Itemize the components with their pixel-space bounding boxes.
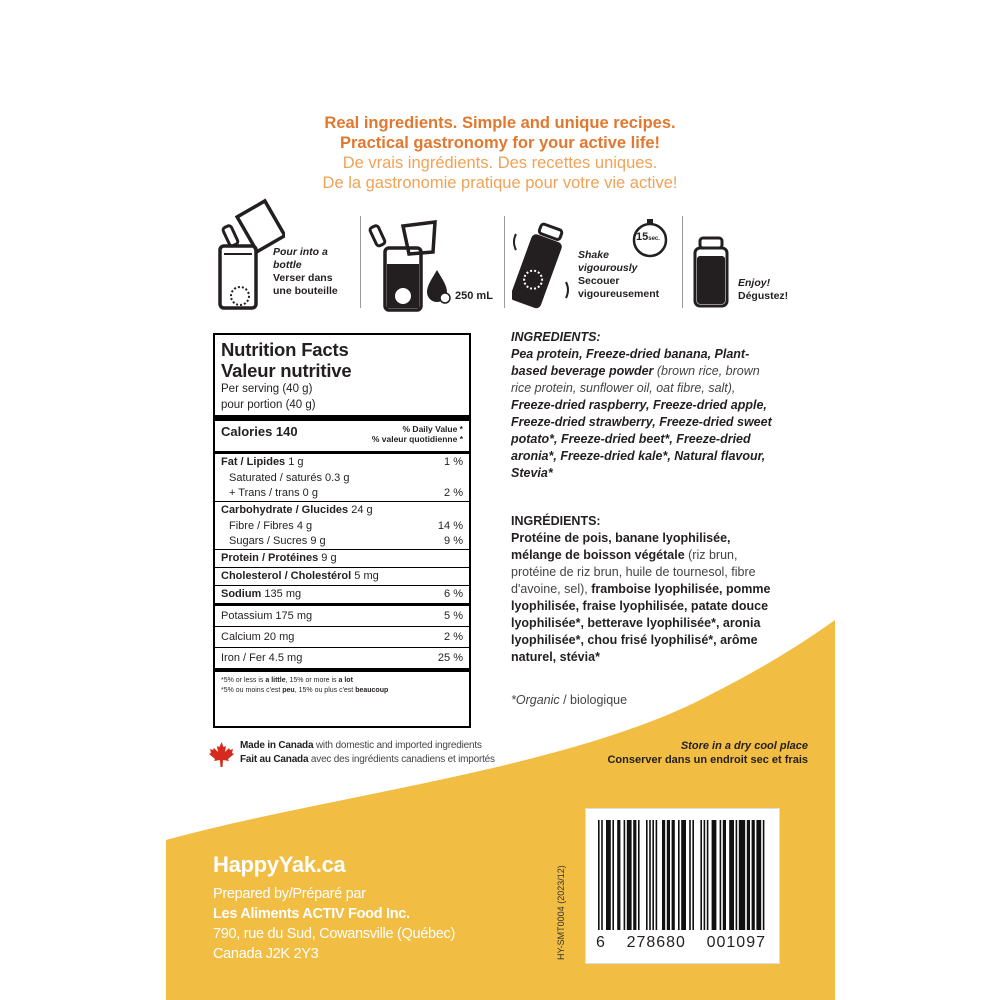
address-prepared: Prepared by/Préparé par	[213, 886, 366, 902]
nf-row-fibre	[221, 519, 463, 534]
barcode-digit-lead: 6	[596, 934, 606, 951]
tagline-en-2: Practical gastronomy for your active life!	[339, 134, 661, 152]
ingredients-fr-heading: INGRÉDIENTS:	[511, 514, 601, 528]
nutrition-facts-table	[213, 333, 471, 728]
step-enjoy-en: Enjoy!	[738, 277, 771, 289]
barcode-bar	[627, 820, 632, 930]
barcode-bar	[700, 820, 702, 930]
nf-row-iron	[221, 648, 463, 668]
nf-row-fat	[221, 454, 463, 471]
nf-title-en: Nutrition Facts	[221, 339, 349, 360]
barcode-bars	[596, 820, 766, 932]
step-shake-text	[578, 249, 658, 301]
nf-row-sodium	[221, 586, 463, 603]
timer-seconds: 15	[636, 231, 649, 243]
step-shake-fr: Secouer vigoureusement	[578, 275, 660, 300]
ingredients-fr	[511, 513, 776, 666]
nf-row-carb	[221, 502, 463, 519]
nf-fat-label: Fat / Lipides	[221, 456, 286, 468]
ingredients-en-part-2: (brown rice, brown rice protein, sunflower oil, oat fibre, salt),	[511, 364, 760, 395]
barcode-bar	[736, 820, 738, 930]
maple-leaf-icon	[208, 741, 235, 768]
nf-footnote-en	[221, 676, 463, 686]
tagline-en-1: Real ingredients. Simple and unique recipes.	[324, 114, 676, 132]
nf-footnote-fr	[221, 686, 463, 696]
nf-row-protein	[221, 550, 463, 567]
nf-row-sugars	[221, 534, 463, 549]
tagline	[0, 113, 1000, 193]
address-company: Les Aliments ACTIV Food Inc.	[213, 906, 410, 922]
barcode-bar	[633, 820, 636, 930]
barcode-bar	[652, 820, 654, 930]
nf-fat-dv: 1 %	[444, 456, 463, 468]
barcode-bar	[612, 820, 614, 930]
barcode-bar	[598, 820, 600, 930]
barcode-bar	[646, 820, 648, 930]
nf-fat-amount: 1 g	[288, 456, 304, 468]
full-bottle-icon	[692, 236, 732, 308]
barcode-bar	[667, 820, 670, 930]
nf-trans-label: + Trans / trans 0 g	[229, 487, 318, 499]
nf-fibre-dv: 14 %	[437, 520, 463, 532]
nf-carb-amount: 24 g	[351, 504, 373, 516]
nf-calcium-dv: 2 %	[444, 631, 463, 643]
nf-row-trans	[221, 486, 463, 501]
organic-en: *Organic	[511, 693, 560, 707]
nf-title-fr: Valeur nutritive	[221, 360, 352, 381]
storage-instructions	[607, 739, 808, 767]
barcode-bar	[638, 820, 640, 930]
water-amount: 250 mL	[455, 290, 493, 302]
nf-foot-fr-2: peu	[282, 687, 295, 694]
nf-serving-fr: pour portion (40 g)	[221, 399, 316, 411]
step-divider-1	[360, 216, 361, 308]
nf-iron-label: Iron / Fer 4.5 mg	[221, 652, 303, 664]
barcode-bar	[712, 820, 717, 930]
nf-sodium-label: Sodium	[221, 588, 262, 600]
step-shake-en: Shake vigourously	[578, 249, 638, 274]
nf-protein-label: Protein / Protéines	[221, 552, 319, 564]
storage-en: Store in a dry cool place	[680, 740, 808, 752]
step-pour-fr: Verser dans une bouteille	[273, 272, 338, 297]
barcode-bar	[723, 820, 726, 930]
sku-code: HY-SMT0004 (2023/12)	[556, 865, 566, 960]
step-enjoy-text	[738, 277, 788, 303]
website-link[interactable]: HappyYak.ca	[213, 852, 346, 877]
nf-foot-en-3: , 15% or more is	[285, 677, 339, 684]
nf-protein-amount: 9 g	[321, 552, 337, 564]
nf-dv-en: % Daily Value *	[402, 424, 463, 434]
nf-foot-en-2: a little	[265, 677, 286, 684]
step-enjoy-fr: Dégustez!	[738, 290, 789, 302]
made-fr-light: avec des ingrédients canadiens et importés	[308, 754, 495, 765]
ingredients-fr-part-3: framboise lyophilisée, pomme lyophilisée, fraise lyophilisée, patate douce lyophilisée*, betterave lyophilisée*, aronia lyophilisée*, chou frisé lyophilisé*, arôme naturel, stévia*	[511, 582, 771, 664]
tagline-fr-1: De vrais ingrédients. Des recettes uniques.	[342, 154, 658, 172]
nf-footnote	[221, 672, 463, 696]
barcode-bar	[681, 820, 686, 930]
nf-row-potassium	[221, 606, 463, 626]
barcode-bar	[617, 820, 620, 930]
barcode-bar	[729, 820, 734, 930]
shake-bottle-icon	[512, 222, 572, 312]
barcode-bar	[601, 820, 603, 930]
nf-sodium-dv: 6 %	[444, 588, 463, 600]
step-pour-en: Pour into a bottle	[273, 246, 328, 271]
barcode-number	[596, 934, 766, 952]
nf-dv-header	[372, 424, 463, 444]
barcode-bar	[707, 820, 709, 930]
barcode-bar	[720, 820, 722, 930]
nf-sodium-amount: 135 mg	[264, 588, 302, 600]
nf-calories: Calories 140	[221, 424, 298, 439]
ingredients-fr-part-1: Protéine de pois, banane lyophilisée, mélange de boisson végétale	[511, 531, 731, 562]
barcode-bar	[606, 820, 611, 930]
nf-calories-row	[221, 421, 463, 451]
ingredients-en-heading: INGREDIENTS:	[511, 330, 601, 344]
barcode-bar	[672, 820, 675, 930]
ingredients-fr-part-2: (riz brun, protéine de riz brun, huile de tournesol, fibre d'avoine, sel),	[511, 548, 756, 596]
barcode-bar	[752, 820, 755, 930]
nf-dv-fr: % valeur quotidienne *	[371, 434, 463, 444]
nf-sat-label: Saturated / saturés 0.3 g	[229, 472, 350, 484]
nf-foot-fr-3: , 15% ou plus c'est	[294, 687, 356, 694]
step-divider-3	[682, 216, 683, 308]
organic-fr: / biologique	[559, 693, 628, 707]
nf-sugars-label: Sugars / Sucres 9 g	[229, 535, 326, 547]
address-country: Canada J2K 2Y3	[213, 946, 319, 962]
barcode-bar	[747, 820, 750, 930]
made-en-light: with domestic and imported ingredients	[313, 740, 482, 751]
barcode-bar	[704, 820, 706, 930]
nf-foot-en-1: *5% or less is	[221, 677, 266, 684]
nf-row-calcium	[221, 627, 463, 647]
ingredients-en-part-3: Freeze-dried raspberry, Freeze-dried apple, Freeze-dried strawberry, Freeze-dried sweet potato*, Freeze-dried beet*, Freeze-dried aronia*, Freeze-dried kale*, Natural flavour, Stevia*	[511, 398, 772, 480]
barcode-digits-right: 001097	[706, 934, 766, 951]
barcode-bar	[763, 820, 765, 930]
organic-note	[511, 693, 627, 707]
step-divider-2	[504, 216, 505, 308]
nf-carb-label: Carbohydrate / Glucides	[221, 504, 349, 516]
tagline-fr-2: De la gastronomie pratique pour votre vie active!	[322, 174, 678, 192]
ingredients-en-part-1: Pea protein, Freeze-dried banana, Plant-based beverage powder	[511, 347, 750, 378]
nf-sugars-dv: 9 %	[444, 535, 463, 547]
nf-iron-dv: 25 %	[437, 652, 463, 664]
barcode-digits-left: 278680	[626, 934, 686, 951]
nf-calcium-label: Calcium 20 mg	[221, 631, 295, 643]
barcode-bar	[656, 820, 658, 930]
step-pour-text	[273, 246, 353, 298]
barcode-bar	[624, 820, 626, 930]
nf-trans-dv: 2 %	[444, 487, 463, 499]
nf-foot-fr-4: beaucoup	[355, 687, 389, 694]
barcode-bar	[689, 820, 691, 930]
address-street: 790, rue du Sud, Cowansville (Québec)	[213, 926, 455, 942]
nf-foot-en-4: a lot	[338, 677, 353, 684]
storage-fr: Conserver dans un endroit sec et frais	[607, 754, 808, 766]
barcode-bar	[756, 820, 761, 930]
barcode-bar	[649, 820, 651, 930]
nf-potassium-label: Potassium 175 mg	[221, 610, 313, 622]
nf-row-cholesterol	[221, 568, 463, 585]
timer-unit: sec.	[648, 236, 660, 242]
nf-foot-fr-1: *5% ou moins c'est	[221, 687, 283, 694]
nf-chol-label: Cholesterol / Cholestérol	[221, 570, 352, 582]
barcode-bar	[692, 820, 694, 930]
nf-chol-amount: 5 mg	[354, 570, 379, 582]
barcode-bar	[678, 820, 680, 930]
company-address	[213, 884, 455, 964]
made-in-canada	[240, 739, 495, 767]
made-en-bold: Made in Canada	[240, 740, 314, 751]
barcode-bar	[739, 820, 745, 930]
timer-value	[636, 231, 660, 243]
nf-row-saturated	[221, 471, 463, 486]
barcode-bar	[662, 820, 665, 930]
nf-potassium-dv: 5 %	[444, 610, 463, 622]
nf-serving-en: Per serving (40 g)	[221, 383, 313, 395]
ingredients-en	[511, 329, 776, 482]
made-fr-bold: Fait au Canada	[240, 754, 309, 765]
nf-fibre-label: Fibre / Fibres 4 g	[229, 520, 313, 532]
